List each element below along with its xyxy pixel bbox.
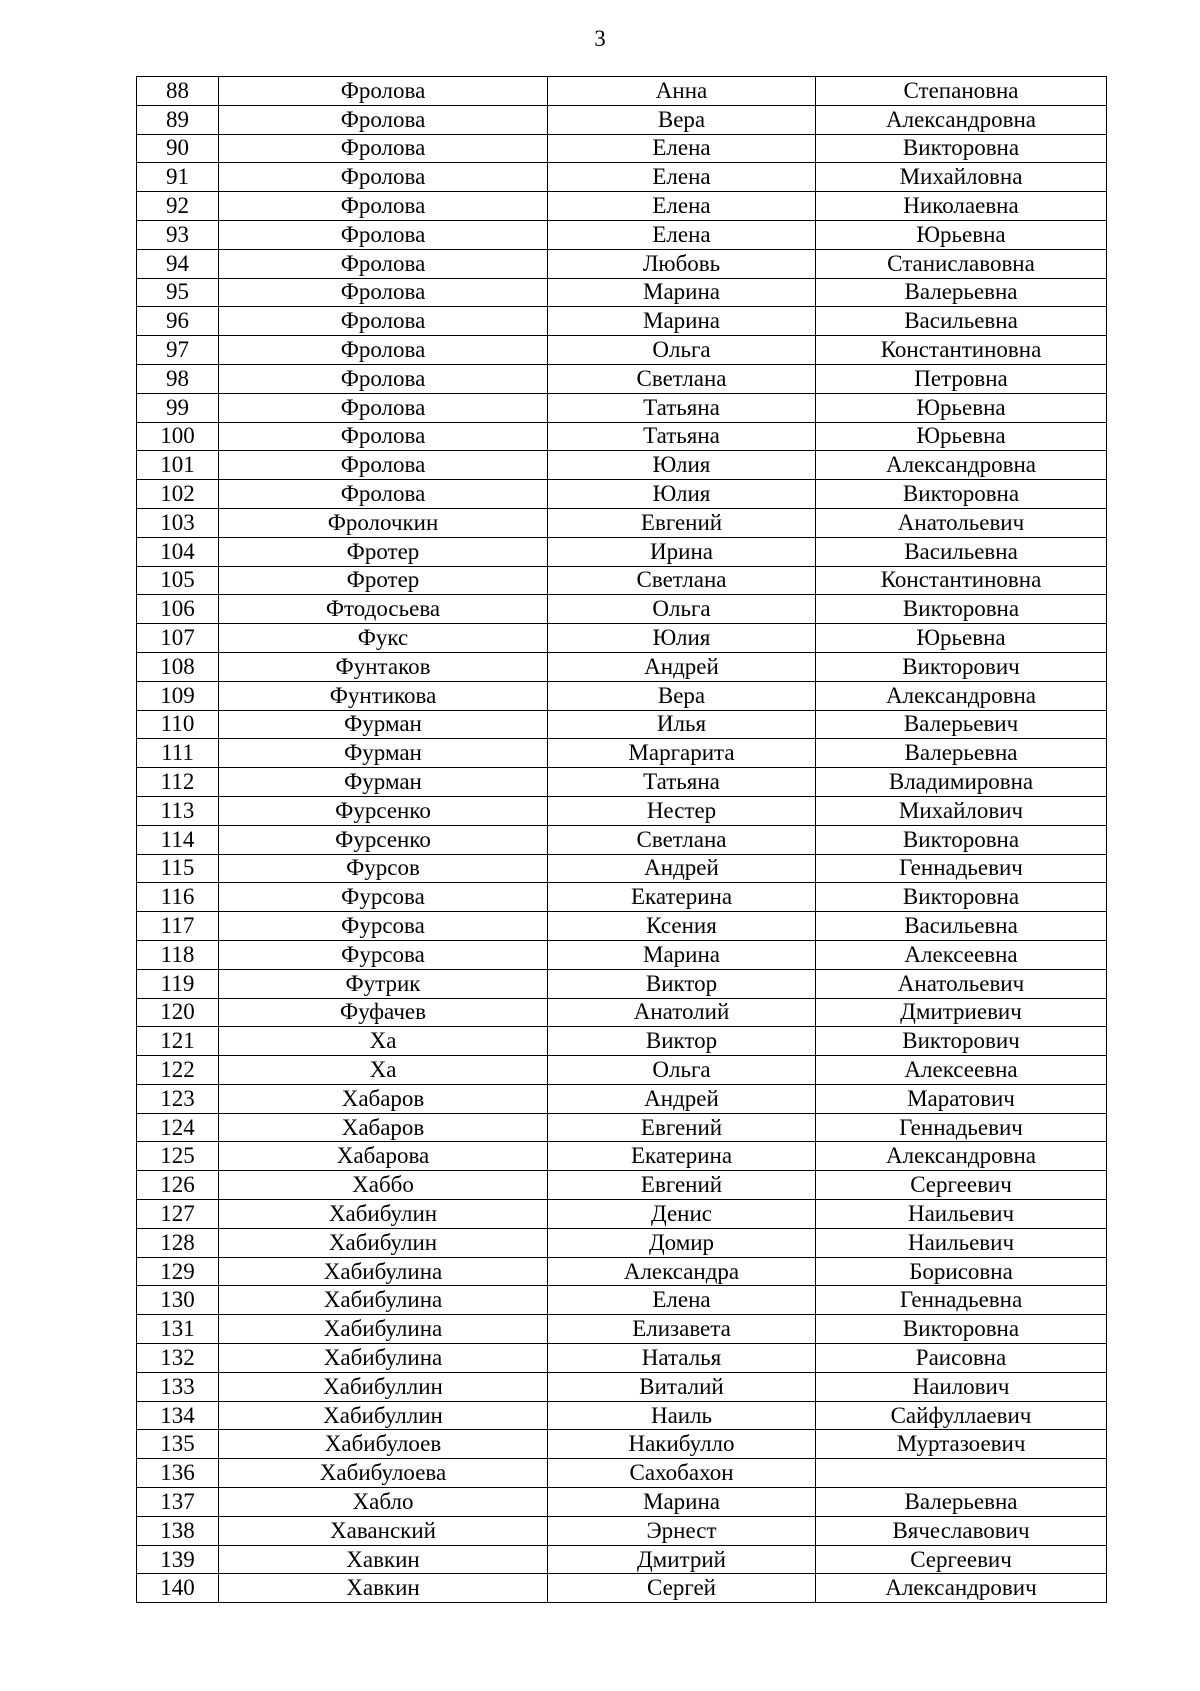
patronymic-cell: Викторовна xyxy=(816,825,1107,854)
row-number-cell: 103 xyxy=(137,508,219,537)
first-name-cell: Татьяна xyxy=(548,422,816,451)
patronymic-cell: Геннадьевна xyxy=(816,1286,1107,1315)
patronymic-cell: Наильевич xyxy=(816,1228,1107,1257)
patronymic-cell: Александровна xyxy=(816,105,1107,134)
first-name-cell: Марина xyxy=(548,1488,816,1517)
table-row xyxy=(137,1401,1107,1430)
patronymic-cell: Валерьевна xyxy=(816,278,1107,307)
table-row xyxy=(137,393,1107,422)
row-number-cell: 115 xyxy=(137,854,219,883)
table-row xyxy=(137,336,1107,365)
last-name-cell: Фролочкин xyxy=(219,508,548,537)
row-number-cell: 117 xyxy=(137,912,219,941)
first-name-cell: Вера xyxy=(548,681,816,710)
first-name-cell: Марина xyxy=(548,940,816,969)
last-name-cell: Хабарова xyxy=(219,1142,548,1171)
first-name-cell: Светлана xyxy=(548,566,816,595)
last-name-cell: Фролова xyxy=(219,134,548,163)
row-number-cell: 131 xyxy=(137,1315,219,1344)
table-row xyxy=(137,1574,1107,1603)
last-name-cell: Фролова xyxy=(219,422,548,451)
last-name-cell: Хабибуллин xyxy=(219,1401,548,1430)
table-row xyxy=(137,364,1107,393)
first-name-cell: Наиль xyxy=(548,1401,816,1430)
patronymic-cell: Сайфуллаевич xyxy=(816,1401,1107,1430)
row-number-cell: 108 xyxy=(137,652,219,681)
table-row xyxy=(137,77,1107,106)
row-number-cell: 135 xyxy=(137,1430,219,1459)
table-row xyxy=(137,652,1107,681)
patronymic-cell: Васильевна xyxy=(816,307,1107,336)
patronymic-cell: Константиновна xyxy=(816,566,1107,595)
table-row xyxy=(137,1372,1107,1401)
first-name-cell: Ольга xyxy=(548,1056,816,1085)
row-number-cell: 106 xyxy=(137,595,219,624)
first-name-cell: Эрнест xyxy=(548,1516,816,1545)
last-name-cell: Фурсенко xyxy=(219,825,548,854)
patronymic-cell: Юрьевна xyxy=(816,220,1107,249)
row-number-cell: 100 xyxy=(137,422,219,451)
table-row xyxy=(137,1228,1107,1257)
table-row xyxy=(137,1056,1107,1085)
first-name-cell: Маргарита xyxy=(548,739,816,768)
patronymic-cell: Викторовна xyxy=(816,883,1107,912)
row-number-cell: 95 xyxy=(137,278,219,307)
patronymic-cell: Александрович xyxy=(816,1574,1107,1603)
table-row xyxy=(137,278,1107,307)
last-name-cell: Фтодосьева xyxy=(219,595,548,624)
first-name-cell: Виктор xyxy=(548,969,816,998)
patronymic-cell: Васильевна xyxy=(816,912,1107,941)
patronymic-cell: Николаевна xyxy=(816,192,1107,221)
table-row xyxy=(137,163,1107,192)
first-name-cell: Накибулло xyxy=(548,1430,816,1459)
first-name-cell: Анна xyxy=(548,77,816,106)
row-number-cell: 138 xyxy=(137,1516,219,1545)
table-row xyxy=(137,1200,1107,1229)
last-name-cell: Фунтаков xyxy=(219,652,548,681)
patronymic-cell: Наилович xyxy=(816,1372,1107,1401)
first-name-cell: Марина xyxy=(548,278,816,307)
first-name-cell: Ирина xyxy=(548,537,816,566)
table-row xyxy=(137,220,1107,249)
table-row xyxy=(137,1142,1107,1171)
first-name-cell: Елизавета xyxy=(548,1315,816,1344)
table-row xyxy=(137,1545,1107,1574)
first-name-cell: Илья xyxy=(548,710,816,739)
patronymic-cell: Константиновна xyxy=(816,336,1107,365)
row-number-cell: 89 xyxy=(137,105,219,134)
first-name-cell: Юлия xyxy=(548,480,816,509)
patronymic-cell: Борисовна xyxy=(816,1257,1107,1286)
patronymic-cell: Викторович xyxy=(816,1027,1107,1056)
table-row xyxy=(137,1113,1107,1142)
first-name-cell: Андрей xyxy=(548,854,816,883)
table-row xyxy=(137,1084,1107,1113)
first-name-cell: Светлана xyxy=(548,364,816,393)
last-name-cell: Фролова xyxy=(219,393,548,422)
patronymic-cell: Вячеславович xyxy=(816,1516,1107,1545)
last-name-cell: Фурсов xyxy=(219,854,548,883)
table-row xyxy=(137,508,1107,537)
first-name-cell: Анатолий xyxy=(548,998,816,1027)
first-name-cell: Екатерина xyxy=(548,1142,816,1171)
last-name-cell: Ха xyxy=(219,1027,548,1056)
table-row xyxy=(137,1171,1107,1200)
row-number-cell: 93 xyxy=(137,220,219,249)
first-name-cell: Юлия xyxy=(548,451,816,480)
row-number-cell: 123 xyxy=(137,1084,219,1113)
first-name-cell: Елена xyxy=(548,163,816,192)
last-name-cell: Хабибулина xyxy=(219,1257,548,1286)
row-number-cell: 134 xyxy=(137,1401,219,1430)
row-number-cell: 119 xyxy=(137,969,219,998)
row-number-cell: 126 xyxy=(137,1171,219,1200)
first-name-cell: Домир xyxy=(548,1228,816,1257)
name-list-body xyxy=(137,77,1107,1603)
last-name-cell: Фролова xyxy=(219,364,548,393)
row-number-cell: 110 xyxy=(137,710,219,739)
row-number-cell: 132 xyxy=(137,1344,219,1373)
last-name-cell: Фролова xyxy=(219,480,548,509)
row-number-cell: 133 xyxy=(137,1372,219,1401)
row-number-cell: 136 xyxy=(137,1459,219,1488)
row-number-cell: 116 xyxy=(137,883,219,912)
last-name-cell: Хаванский xyxy=(219,1516,548,1545)
patronymic-cell: Алексеевна xyxy=(816,940,1107,969)
patronymic-cell: Васильевна xyxy=(816,537,1107,566)
first-name-cell: Юлия xyxy=(548,624,816,653)
last-name-cell: Хабибулин xyxy=(219,1228,548,1257)
first-name-cell: Евгений xyxy=(548,508,816,537)
patronymic-cell: Петровна xyxy=(816,364,1107,393)
row-number-cell: 99 xyxy=(137,393,219,422)
table-row xyxy=(137,681,1107,710)
last-name-cell: Хабибулина xyxy=(219,1315,548,1344)
table-row xyxy=(137,480,1107,509)
table-row xyxy=(137,1459,1107,1488)
row-number-cell: 139 xyxy=(137,1545,219,1574)
first-name-cell: Виктор xyxy=(548,1027,816,1056)
last-name-cell: Фролова xyxy=(219,105,548,134)
row-number-cell: 90 xyxy=(137,134,219,163)
last-name-cell: Фурман xyxy=(219,710,548,739)
row-number-cell: 94 xyxy=(137,249,219,278)
row-number-cell: 137 xyxy=(137,1488,219,1517)
patronymic-cell: Маратович xyxy=(816,1084,1107,1113)
table-row xyxy=(137,883,1107,912)
patronymic-cell: Александровна xyxy=(816,1142,1107,1171)
table-row xyxy=(137,105,1107,134)
row-number-cell: 130 xyxy=(137,1286,219,1315)
table-row xyxy=(137,249,1107,278)
last-name-cell: Фролова xyxy=(219,220,548,249)
patronymic-cell: Степановна xyxy=(816,77,1107,106)
table-row xyxy=(137,998,1107,1027)
patronymic-cell: Михайлович xyxy=(816,796,1107,825)
patronymic-cell: Юрьевна xyxy=(816,393,1107,422)
row-number-cell: 96 xyxy=(137,307,219,336)
row-number-cell: 101 xyxy=(137,451,219,480)
patronymic-cell: Наильевич xyxy=(816,1200,1107,1229)
first-name-cell: Ольга xyxy=(548,336,816,365)
patronymic-cell: Муртазоевич xyxy=(816,1430,1107,1459)
first-name-cell: Дмитрий xyxy=(548,1545,816,1574)
patronymic-cell: Александровна xyxy=(816,451,1107,480)
table-row xyxy=(137,624,1107,653)
row-number-cell: 125 xyxy=(137,1142,219,1171)
first-name-cell: Елена xyxy=(548,134,816,163)
table-row xyxy=(137,1257,1107,1286)
patronymic-cell: Станиславовна xyxy=(816,249,1107,278)
row-number-cell: 98 xyxy=(137,364,219,393)
row-number-cell: 112 xyxy=(137,768,219,797)
last-name-cell: Хавкин xyxy=(219,1545,548,1574)
row-number-cell: 114 xyxy=(137,825,219,854)
last-name-cell: Фротер xyxy=(219,537,548,566)
row-number-cell: 97 xyxy=(137,336,219,365)
patronymic-cell: Викторовна xyxy=(816,134,1107,163)
last-name-cell: Фукс xyxy=(219,624,548,653)
row-number-cell: 111 xyxy=(137,739,219,768)
table-row xyxy=(137,451,1107,480)
first-name-cell: Сахобахон xyxy=(548,1459,816,1488)
patronymic-cell: Викторович xyxy=(816,652,1107,681)
row-number-cell: 121 xyxy=(137,1027,219,1056)
row-number-cell: 124 xyxy=(137,1113,219,1142)
last-name-cell: Фролова xyxy=(219,163,548,192)
last-name-cell: Хабаров xyxy=(219,1113,548,1142)
first-name-cell: Нестер xyxy=(548,796,816,825)
table-row xyxy=(137,134,1107,163)
row-number-cell: 129 xyxy=(137,1257,219,1286)
row-number-cell: 104 xyxy=(137,537,219,566)
first-name-cell: Елена xyxy=(548,192,816,221)
patronymic-cell: Викторовна xyxy=(816,480,1107,509)
first-name-cell: Светлана xyxy=(548,825,816,854)
last-name-cell: Фунтикова xyxy=(219,681,548,710)
first-name-cell: Александра xyxy=(548,1257,816,1286)
last-name-cell: Хабибуллин xyxy=(219,1372,548,1401)
first-name-cell: Вера xyxy=(548,105,816,134)
patronymic-cell: Дмитриевич xyxy=(816,998,1107,1027)
table-row xyxy=(137,422,1107,451)
first-name-cell: Наталья xyxy=(548,1344,816,1373)
first-name-cell: Евгений xyxy=(548,1171,816,1200)
first-name-cell: Ольга xyxy=(548,595,816,624)
last-name-cell: Хаббо xyxy=(219,1171,548,1200)
table-row xyxy=(137,1430,1107,1459)
first-name-cell: Елена xyxy=(548,1286,816,1315)
patronymic-cell: Алексеевна xyxy=(816,1056,1107,1085)
last-name-cell: Фролова xyxy=(219,451,548,480)
patronymic-cell: Валерьевна xyxy=(816,739,1107,768)
first-name-cell: Екатерина xyxy=(548,883,816,912)
last-name-cell: Фурсова xyxy=(219,940,548,969)
patronymic-cell: Геннадьевич xyxy=(816,854,1107,883)
table-row xyxy=(137,1488,1107,1517)
last-name-cell: Хабибулина xyxy=(219,1344,548,1373)
last-name-cell: Хабаров xyxy=(219,1084,548,1113)
patronymic-cell: Сергеевич xyxy=(816,1171,1107,1200)
table-row xyxy=(137,710,1107,739)
last-name-cell: Фуфачев xyxy=(219,998,548,1027)
first-name-cell: Ксения xyxy=(548,912,816,941)
row-number-cell: 107 xyxy=(137,624,219,653)
table-row xyxy=(137,1344,1107,1373)
last-name-cell: Хавкин xyxy=(219,1574,548,1603)
patronymic-cell: Валерьевна xyxy=(816,1488,1107,1517)
row-number-cell: 113 xyxy=(137,796,219,825)
row-number-cell: 91 xyxy=(137,163,219,192)
table-row xyxy=(137,192,1107,221)
table-row xyxy=(137,1516,1107,1545)
table-row xyxy=(137,1315,1107,1344)
last-name-cell: Хабибулоева xyxy=(219,1459,548,1488)
last-name-cell: Фролова xyxy=(219,77,548,106)
first-name-cell: Марина xyxy=(548,307,816,336)
row-number-cell: 105 xyxy=(137,566,219,595)
row-number-cell: 140 xyxy=(137,1574,219,1603)
first-name-cell: Денис xyxy=(548,1200,816,1229)
first-name-cell: Виталий xyxy=(548,1372,816,1401)
last-name-cell: Фурман xyxy=(219,739,548,768)
first-name-cell: Елена xyxy=(548,220,816,249)
last-name-cell: Хабибулоев xyxy=(219,1430,548,1459)
patronymic-cell: Михайловна xyxy=(816,163,1107,192)
row-number-cell: 128 xyxy=(137,1228,219,1257)
table-row xyxy=(137,768,1107,797)
last-name-cell: Футрик xyxy=(219,969,548,998)
first-name-cell: Андрей xyxy=(548,1084,816,1113)
last-name-cell: Фролова xyxy=(219,249,548,278)
patronymic-cell: Анатольевич xyxy=(816,508,1107,537)
last-name-cell: Фурман xyxy=(219,768,548,797)
row-number-cell: 102 xyxy=(137,480,219,509)
last-name-cell: Фурсова xyxy=(219,883,548,912)
last-name-cell: Хабло xyxy=(219,1488,548,1517)
first-name-cell: Андрей xyxy=(548,652,816,681)
last-name-cell: Хабибулин xyxy=(219,1200,548,1229)
table-row xyxy=(137,1027,1107,1056)
last-name-cell: Фролова xyxy=(219,307,548,336)
last-name-cell: Фурсова xyxy=(219,912,548,941)
patronymic-cell: Сергеевич xyxy=(816,1545,1107,1574)
table-row xyxy=(137,796,1107,825)
first-name-cell: Татьяна xyxy=(548,393,816,422)
patronymic-cell: Анатольевич xyxy=(816,969,1107,998)
page-number: 3 xyxy=(594,26,606,51)
patronymic-cell: Раисовна xyxy=(816,1344,1107,1373)
first-name-cell: Татьяна xyxy=(548,768,816,797)
last-name-cell: Хабибулина xyxy=(219,1286,548,1315)
first-name-cell: Евгений xyxy=(548,1113,816,1142)
first-name-cell: Сергей xyxy=(548,1574,816,1603)
last-name-cell: Фротер xyxy=(219,566,548,595)
last-name-cell: Фролова xyxy=(219,278,548,307)
patronymic-cell: Александровна xyxy=(816,681,1107,710)
table-row xyxy=(137,969,1107,998)
last-name-cell: Фролова xyxy=(219,336,548,365)
table-row xyxy=(137,595,1107,624)
patronymic-cell: Викторовна xyxy=(816,595,1107,624)
row-number-cell: 92 xyxy=(137,192,219,221)
patronymic-cell: Владимировна xyxy=(816,768,1107,797)
table-row xyxy=(137,307,1107,336)
patronymic-cell xyxy=(816,1459,1107,1488)
table-row xyxy=(137,912,1107,941)
patronymic-cell: Юрьевна xyxy=(816,422,1107,451)
row-number-cell: 120 xyxy=(137,998,219,1027)
patronymic-cell: Геннадьевич xyxy=(816,1113,1107,1142)
row-number-cell: 109 xyxy=(137,681,219,710)
table-row xyxy=(137,940,1107,969)
name-list-table xyxy=(136,76,1107,1603)
table-row xyxy=(137,854,1107,883)
table-row xyxy=(137,566,1107,595)
table-row xyxy=(137,1286,1107,1315)
row-number-cell: 88 xyxy=(137,77,219,106)
patronymic-cell: Викторовна xyxy=(816,1315,1107,1344)
patronymic-cell: Юрьевна xyxy=(816,624,1107,653)
table-row xyxy=(137,537,1107,566)
first-name-cell: Любовь xyxy=(548,249,816,278)
last-name-cell: Ха xyxy=(219,1056,548,1085)
row-number-cell: 118 xyxy=(137,940,219,969)
patronymic-cell: Валерьевич xyxy=(816,710,1107,739)
row-number-cell: 127 xyxy=(137,1200,219,1229)
table-row xyxy=(137,825,1107,854)
row-number-cell: 122 xyxy=(137,1056,219,1085)
last-name-cell: Фролова xyxy=(219,192,548,221)
table-row xyxy=(137,739,1107,768)
last-name-cell: Фурсенко xyxy=(219,796,548,825)
